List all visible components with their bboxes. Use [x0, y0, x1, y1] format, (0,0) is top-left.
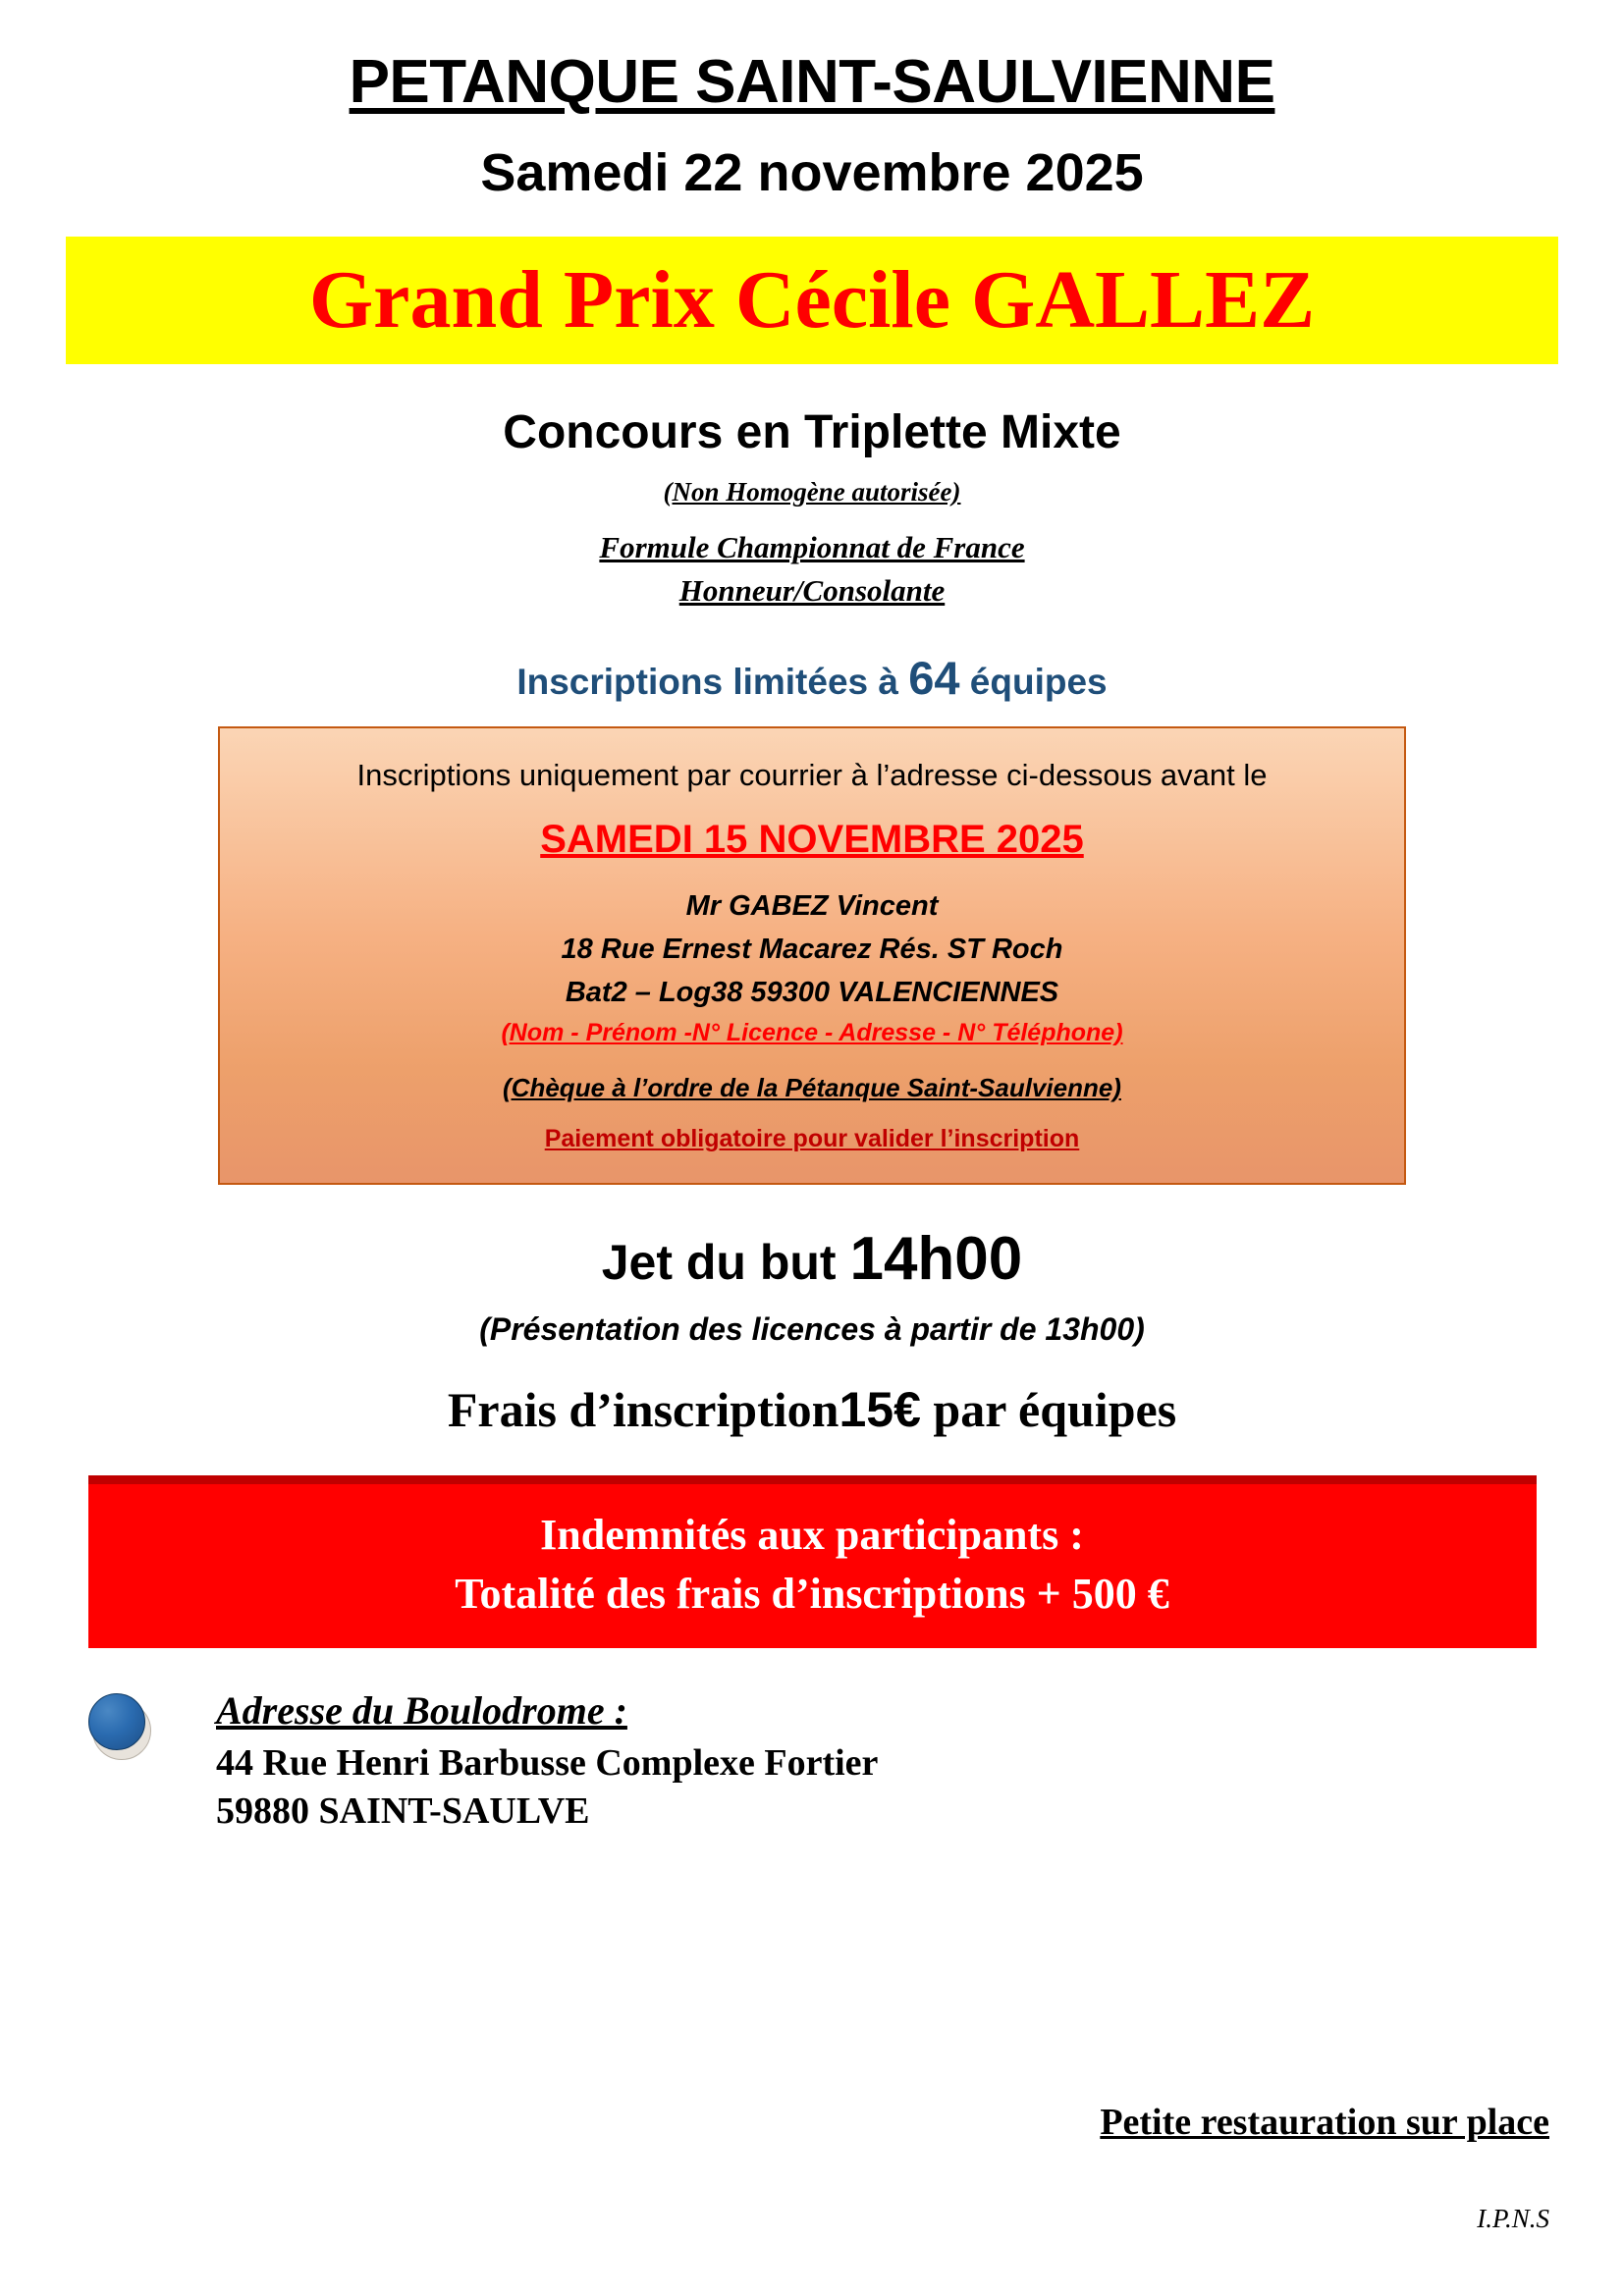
venue-text — [216, 1687, 1624, 1837]
club-title: PETANQUE SAINT-SAULVIENNE — [349, 48, 1275, 116]
formula-line-2: Honneur/Consolante — [678, 572, 946, 608]
team-limit-suffix: équipes — [959, 661, 1108, 702]
event-date: Samedi 22 novembre 2025 — [480, 143, 1144, 202]
venue-address-line-1: 44 Rue Henri Barbusse Complexe Fortier — [216, 1742, 879, 1784]
indemnity-line-2: Totalité des frais d’inscriptions + 500 € — [455, 1569, 1169, 1618]
venue-address-line-2: 59880 SAINT-SAULVE — [216, 1790, 590, 1833]
petanque-ball-icon — [88, 1693, 149, 1754]
throw-time-line — [0, 1224, 1624, 1294]
registration-instruction: Inscriptions uniquement par courrier à l’adresse ci-dessous avant le — [356, 757, 1268, 792]
grand-prix-banner — [66, 237, 1558, 364]
contact-address-line-2: Bat2 – Log38 59300 VALENCIENNES — [565, 977, 1059, 1009]
fee-suffix: par équipes — [920, 1382, 1177, 1438]
contact-address-line-1: 18 Rue Ernest Macarez Rés. ST Roch — [561, 934, 1063, 966]
contact-name: Mr GABEZ Vincent — [685, 890, 939, 923]
ipns-note: I.P.N.S — [1477, 2204, 1549, 2233]
competition-type: Concours en Triplette Mixte — [503, 406, 1121, 458]
non-homogene-note: (Non Homogène autorisée) — [663, 477, 961, 507]
registration-box — [218, 726, 1406, 1186]
grand-prix-title: Grand Prix Cécile GALLEZ — [308, 254, 1316, 346]
indemnity-line-1: Indemnités aux participants : — [540, 1511, 1084, 1560]
fee-line — [0, 1381, 1624, 1438]
venue-title: Adresse du Boulodrome : — [216, 1688, 627, 1733]
registration-deadline: SAMEDI 15 NOVEMBRE 2025 — [540, 818, 1084, 862]
team-limit-count: 64 — [908, 651, 960, 704]
team-limit — [0, 651, 1624, 705]
fee-label: Frais d’inscription — [447, 1382, 839, 1438]
indemnity-band — [88, 1475, 1537, 1648]
throw-time: 14h00 — [849, 1225, 1023, 1294]
required-fields-note: (Nom - Prénom -N° Licence - Adresse - N° Téléphone) — [501, 1019, 1123, 1047]
cheque-note: (Chèque à l’ordre de la Pétanque Saint-Saulvienne) — [503, 1073, 1121, 1103]
team-limit-prefix: Inscriptions limitées à — [516, 661, 909, 702]
fee-amount: 15€ — [839, 1382, 921, 1438]
catering-note: Petite restauration sur place — [1100, 2102, 1549, 2143]
throw-label: Jet du but — [601, 1235, 850, 1291]
licence-note: (Présentation des licences à partir de 13h00) — [479, 1311, 1145, 1348]
payment-note: Paiement obligatoire pour valider l’inscription — [544, 1125, 1080, 1153]
venue-block — [0, 1687, 1624, 1837]
formula-line-1: Formule Championnat de France — [599, 530, 1025, 564]
